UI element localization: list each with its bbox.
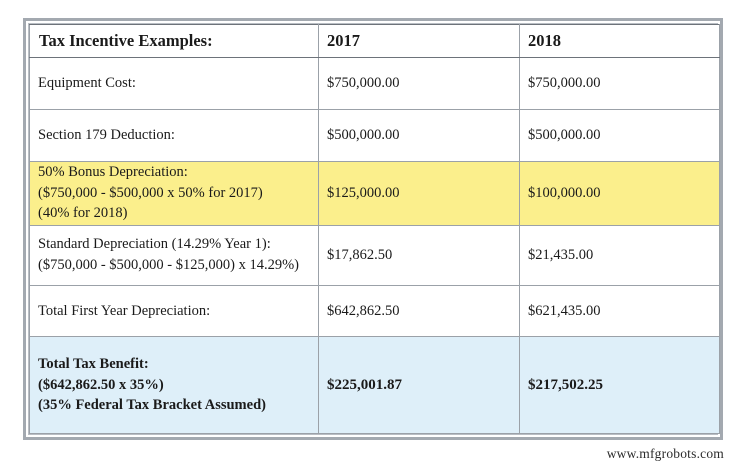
row-label-lines xyxy=(38,125,310,146)
row-value-2017: $642,862.50 xyxy=(319,285,520,337)
row-label-line: ($750,000 - $500,000 - $125,000) x 14.29%) xyxy=(38,257,299,273)
column-header-2017: 2017 xyxy=(319,25,520,58)
row-label-lines xyxy=(38,234,310,275)
table-header-row xyxy=(30,25,720,58)
row-label-line: Standard Depreciation (14.29% Year 1): xyxy=(38,236,271,253)
row-value-2017: $125,000.00 xyxy=(319,161,520,225)
tax-table-frame xyxy=(23,18,723,440)
table-body xyxy=(30,58,720,434)
column-header-label: Tax Incentive Examples: xyxy=(30,25,319,58)
row-value-2018: $621,435.00 xyxy=(520,285,720,337)
row-value-2017: $500,000.00 xyxy=(319,109,520,161)
row-label-line: ($642,862.50 x 35%) xyxy=(38,376,164,393)
row-value-2018: $21,435.00 xyxy=(520,225,720,285)
tax-incentive-table xyxy=(29,24,720,434)
row-label-lines xyxy=(38,301,310,322)
row-value-2017: $750,000.00 xyxy=(319,58,520,110)
row-label-line: Total First Year Depreciation: xyxy=(38,302,211,319)
table-row xyxy=(30,161,720,225)
row-label-line: Total Tax Benefit: xyxy=(38,356,149,373)
row-label-cell xyxy=(30,161,319,225)
row-value-2018: $100,000.00 xyxy=(520,161,720,225)
row-label-line: ($750,000 - $500,000 x 50% for 2017) xyxy=(38,184,263,201)
row-label-cell xyxy=(30,337,319,434)
row-label-cell xyxy=(30,58,319,110)
site-watermark: www.mfgrobots.com xyxy=(606,446,724,461)
row-label-lines xyxy=(38,73,310,94)
row-label-cell xyxy=(30,225,319,285)
row-label-lines xyxy=(38,162,310,224)
row-label-cell xyxy=(30,285,319,337)
row-label-line: (35% Federal Tax Bracket Assumed) xyxy=(38,397,266,414)
row-label-line: Equipment Cost: xyxy=(38,75,136,92)
table-row xyxy=(30,225,720,285)
row-label-line: Section 179 Deduction: xyxy=(38,127,175,143)
table-row xyxy=(30,337,720,434)
row-label-line: 50% Bonus Depreciation: xyxy=(38,164,188,181)
table-header xyxy=(30,25,720,58)
row-value-2017: $17,862.50 xyxy=(319,225,520,285)
row-value-2018: $500,000.00 xyxy=(520,109,720,161)
table-row xyxy=(30,58,720,110)
row-value-2018: $750,000.00 xyxy=(520,58,720,110)
table-row xyxy=(30,285,720,337)
row-label-cell xyxy=(30,109,319,161)
row-value-2018: $217,502.25 xyxy=(520,337,720,434)
column-header-2018: 2018 xyxy=(520,25,720,58)
tax-table-inner-border xyxy=(28,23,718,435)
table-row xyxy=(30,109,720,161)
row-label-lines xyxy=(38,354,310,416)
row-value-2017: $225,001.87 xyxy=(319,337,520,434)
row-label-line: (40% for 2018) xyxy=(38,205,128,222)
